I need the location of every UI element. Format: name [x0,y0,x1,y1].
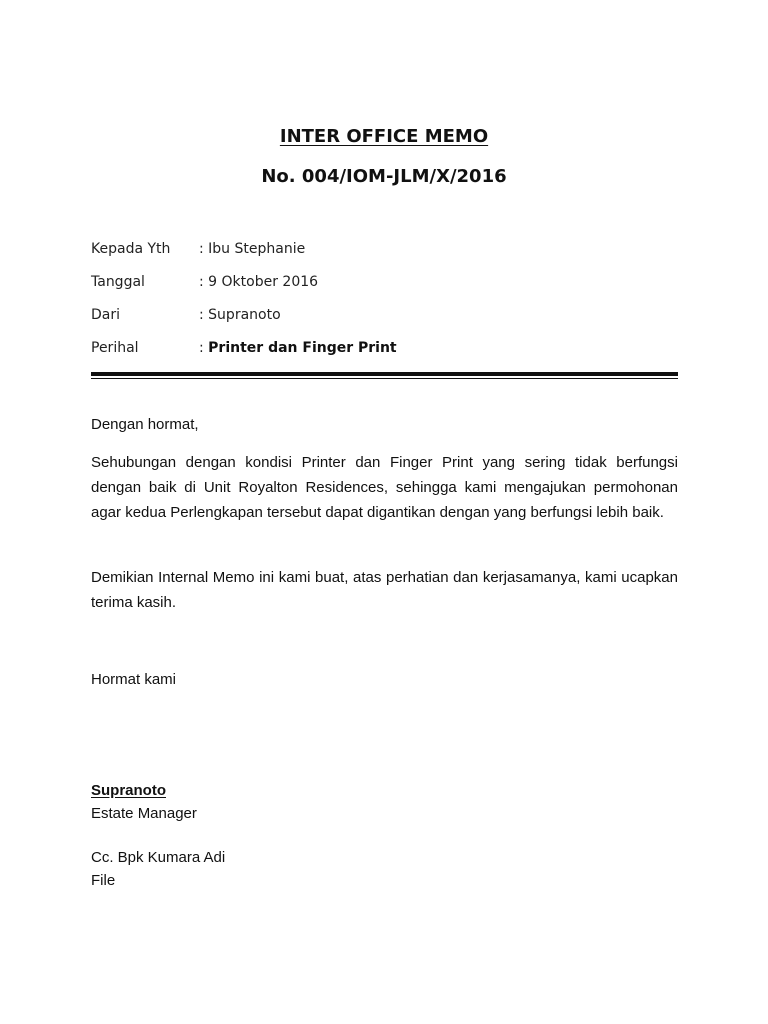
field-label-recipient: Kepada Yth [91,241,171,257]
signatory-name: Supranoto [91,782,166,799]
carbon-copy: Cc. Bpk Kumara Adi [91,849,226,866]
header-divider-thick [91,372,678,376]
signatory-title: Estate Manager [91,805,197,822]
body-paragraph-1: Sehubungan dengan kondisi Printer dan Finger Print yang sering tidak berfungsi dengan baik di Unit Royalton Residences, sehingga kami mengajukan permohonan agar kedua Perlengkapan tersebut dapat digantikan dengan yang berfungsi lebih baik. [91,454,678,521]
field-label-date: Tanggal [91,274,145,290]
greeting: Dengan hormat, [91,416,199,433]
field-label-subject: Perihal [91,340,139,356]
memo-title: INTER OFFICE MEMO [279,126,489,147]
field-value-subject-colon: : [199,340,209,356]
field-row-sender [91,304,691,337]
field-label-sender: Dari [91,307,121,323]
memo-header-fields [91,238,691,370]
file-copy: File [91,872,116,889]
field-value-date: : 9 Oktober 2016 [199,274,319,290]
field-value-subject: Printer dan Finger Print [208,340,397,356]
field-row-recipient [91,238,691,271]
header-divider-thin [91,378,678,379]
closing: Hormat kami [91,671,177,688]
field-value-subject-wrap [199,337,397,359]
memo-number: No. 004/IOM-JLM/X/2016 [261,166,507,187]
field-value-recipient: : Ibu Stephanie [199,241,306,257]
field-row-date [91,271,691,304]
field-value-sender: : Supranoto [199,307,281,323]
body-paragraph-2: Demikian Internal Memo ini kami buat, atas perhatian dan kerjasamanya, kami ucapkan terima kasih. [91,569,678,611]
field-row-subject [91,337,691,370]
